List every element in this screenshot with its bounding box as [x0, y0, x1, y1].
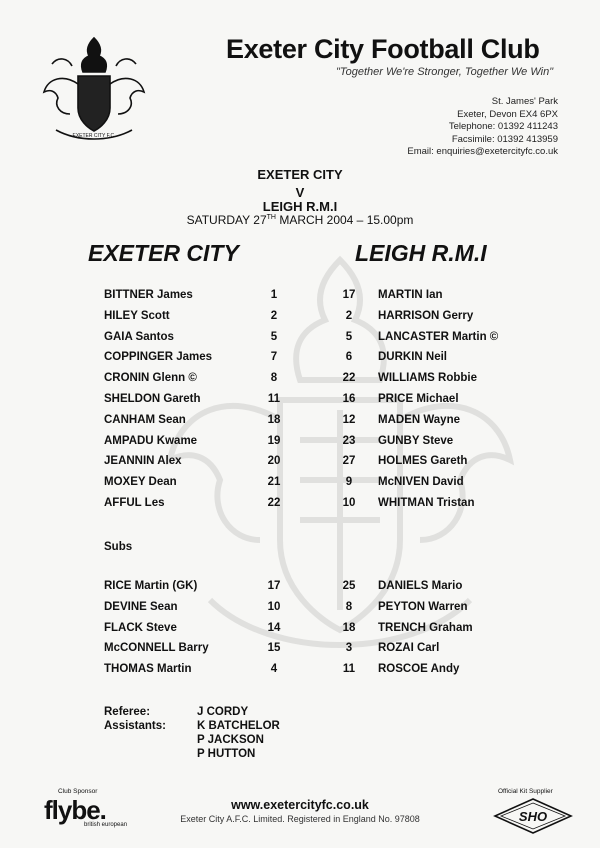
assistant-name: K BATCHELOR: [197, 720, 280, 732]
home-player-name: SHELDON Gareth: [104, 393, 201, 405]
away-player-number: 8: [345, 600, 353, 613]
home-player-name: AFFUL Les: [104, 497, 165, 509]
telephone-line: Telephone: 01392 411243: [448, 121, 558, 133]
away-player-name: HOLMES Gareth: [378, 455, 468, 468]
match-vs: V: [295, 185, 305, 200]
away-player-number: 22: [342, 372, 356, 385]
away-player-name: DANIELS Mario: [378, 580, 463, 592]
assistant-name: P HUTTON: [197, 748, 256, 760]
home-player-number: 20: [267, 455, 281, 468]
subs-label: Subs: [104, 541, 133, 553]
home-player-number: 21: [267, 476, 281, 489]
club-address: [407, 96, 558, 159]
date-suffix: TH: [266, 214, 276, 221]
home-player-number: 15: [267, 642, 281, 655]
home-player-number: 10: [267, 600, 281, 613]
home-player-number: 2: [270, 309, 278, 322]
home-player-name: CRONIN Glenn ©: [104, 372, 197, 385]
away-player-number: 12: [342, 413, 356, 426]
kit-brand: SHO: [518, 809, 548, 824]
away-player-name: MADEN Wayne: [378, 413, 460, 426]
kit-supplier-label: Official Kit Supplier: [498, 788, 553, 795]
home-player-name: BITTNER James: [104, 289, 193, 301]
away-player-name: McNIVEN David: [378, 476, 464, 489]
club-title: Exeter City Football Club: [226, 34, 540, 64]
home-player-name: CANHAM Sean: [104, 413, 186, 426]
home-player-name: COPPINGER James: [104, 351, 213, 364]
away-player-number: 2: [345, 309, 353, 322]
home-player-name: RICE Martin (GK): [104, 580, 198, 592]
away-player-name: GUNBY Steve: [378, 434, 454, 447]
away-player-name: HARRISON Gerry: [378, 309, 474, 322]
match-away: LEIGH R.M.I: [262, 199, 338, 214]
home-player-name: HILEY Scott: [104, 309, 170, 322]
away-player-name: ROZAI Carl: [378, 642, 440, 655]
away-player-number: 10: [342, 497, 356, 509]
svg-text:EXETER CITY F.C.: EXETER CITY F.C.: [72, 133, 116, 139]
referee-label: Referee:: [104, 706, 151, 718]
away-player-name: TRENCH Graham: [378, 621, 473, 634]
away-player-number: 9: [345, 476, 353, 489]
away-player-number: 17: [342, 289, 356, 301]
sponsor-logo: flybe.: [44, 795, 106, 825]
away-player-name: PEYTON Warren: [378, 600, 468, 613]
home-player-name: THOMAS Martin: [104, 663, 192, 676]
home-player-number: 8: [270, 372, 278, 385]
sponsor-sub: [84, 822, 127, 828]
away-player-name: ROSCOE Andy: [378, 663, 460, 676]
home-player-name: DEVINE Sean: [104, 600, 178, 613]
match-home: EXETER CITY: [257, 167, 343, 182]
home-player-name: FLACK Steve: [104, 621, 177, 634]
away-player-number: 27: [342, 455, 356, 468]
referee-name: J CORDY: [197, 706, 249, 718]
away-player-name: WHITMAN Tristan: [378, 497, 475, 509]
away-player-number: 18: [342, 621, 356, 634]
away-player-number: 11: [342, 663, 356, 676]
away-player-number: 25: [342, 580, 356, 592]
home-team-heading: EXETER CITY: [88, 240, 239, 266]
exeter-city-crest-icon: [38, 34, 150, 142]
away-player-name: WILLIAMS Robbie: [378, 372, 478, 385]
facsimile-line: Facsimile: 01392 413959: [451, 133, 558, 145]
home-player-name: JEANNIN Alex: [104, 455, 182, 468]
away-player-name: PRICE Michael: [378, 393, 459, 405]
home-player-number: 4: [270, 663, 278, 676]
sponsor-label: Club Sponsor: [58, 788, 98, 795]
home-player-number: 22: [267, 497, 281, 509]
away-player-number: 3: [345, 642, 353, 655]
away-player-number: 16: [342, 393, 356, 405]
away-player-name: LANCASTER Martin ©: [378, 330, 499, 343]
home-player-number: 1: [270, 289, 278, 301]
home-player-name: GAIA Santos: [104, 330, 174, 343]
address-line: Exeter, Devon EX4 6PX: [457, 108, 558, 120]
home-player-name: MOXEY Dean: [104, 476, 177, 489]
away-player-number: 6: [345, 351, 353, 364]
club-motto: "Together We're Stronger, Together We Win": [336, 66, 554, 78]
club-website[interactable]: www.exetercityfc.co.uk: [231, 798, 369, 812]
home-player-name: AMPADU Kwame: [104, 434, 198, 447]
away-player-number: 5: [345, 330, 353, 343]
home-player-number: 19: [267, 434, 281, 447]
home-player-number: 17: [267, 580, 281, 592]
home-player-number: 11: [267, 393, 281, 405]
match-date: [0, 213, 600, 227]
away-player-number: 23: [342, 434, 356, 447]
email-line: Email: enquiries@exetercityfc.co.uk: [407, 146, 558, 158]
home-player-number: 5: [270, 330, 278, 343]
company-registration: Exeter City A.F.C. Limited. Registered in England No. 97808: [180, 814, 420, 824]
sponsor-sub-line: british european: [84, 822, 128, 828]
home-player-number: 14: [267, 621, 281, 634]
away-player-name: MARTIN Ian: [378, 289, 443, 301]
away-team-heading: LEIGH R.M.I: [355, 240, 487, 266]
address-line: St. James' Park: [491, 96, 558, 107]
away-player-name: DURKIN Neil: [378, 351, 448, 364]
assistants-label: Assistants:: [104, 720, 166, 732]
sho-diamond-logo-icon: [493, 797, 573, 835]
home-player-number: 7: [270, 351, 278, 364]
home-player-name: McCONNELL Barry: [104, 642, 209, 655]
assistant-name: P JACKSON: [197, 734, 264, 746]
home-player-number: 18: [267, 413, 281, 426]
date-prefix: SATURDAY 27: [186, 213, 267, 227]
date-rest: MARCH 2004 – 15.00pm: [275, 213, 414, 227]
